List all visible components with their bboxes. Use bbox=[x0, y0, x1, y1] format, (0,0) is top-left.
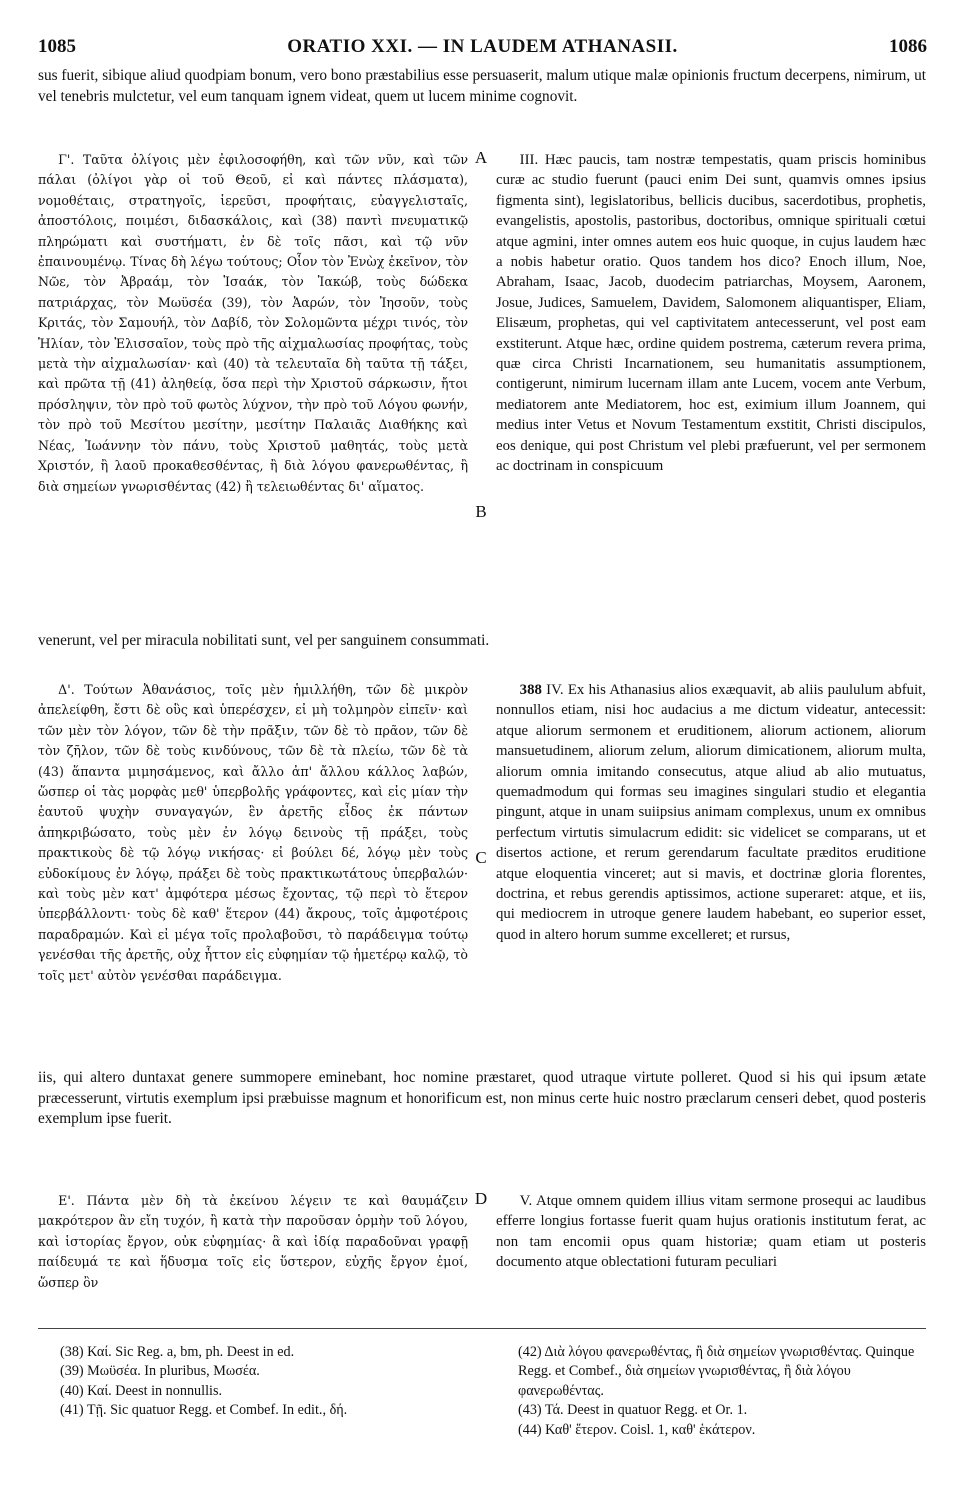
latin-text-section-5: V. Atque omnem quidem illius vitam sermone prosequi ac laudibus efferre longius fortasse fuerit quam hujus orationis institutum ferat, ac non tam encomii opus quam historiæ; quam etiam ut posteris documento atque oblectationi futuram peculiari bbox=[496, 1193, 926, 1271]
greek-text-section-3: Γ'. Ταῦτα ὀλίγοις μὲν ἐφιλοσοφήθη, καὶ τῶν νῦν, καὶ τῶν πάλαι (ὀλίγοι γὰρ οἱ τοῦ Θεοῦ, εἰ καὶ πάντες πλάσματα), νομοθέταις, στρατηγοῖς, ἱερεῦσι, προφήταις, εὐαγγελισταῖς, ἀποστόλοις, ποιμέσι, διδασκάλοις, καὶ (38) παντὶ πνευματικῷ πληρώματι καὶ συστήματι, ἐν δὲ τοῖς πᾶσι, καὶ τῷ νῦν ἐπαινουμένῳ. Τίνας δὴ λέγω τούτους; Οἷον τὸν Ἐνὼχ ἐκεῖνον, τὸν Νῶε, τὸν Ἀβραάμ, τὸν Ἰσαάκ, τὸν Ἰακώβ, τοὺς δώδεκα πατριάρχας, τὸν Μωϋσέα (39), τὸν Ἀαρών, τὸν Ἰησοῦν, τοὺς Κριτάς, τὸν Σαμουήλ, τὸν Δαβίδ, τὸν Σολομῶντα μέχρι τινός, τὸν Ἠλίαν, τὸν Ἐλισσαῖον, τοὺς πρὸ τῆς αἰχμαλωσίας προφήτας, τοὺς μετὰ τὴν αἰχμαλωσίαν· καὶ (40) τὰ τελευταῖα δὴ ταῦτα τῇ τάξει, καὶ πρῶτα τῇ (41) ἀληθείᾳ, ὅσα περὶ τὴν Χριστοῦ σάρκωσιν, ἤτοι πρόσληψιν, τὸν πρὸ τοῦ φωτὸς λύχνον, τὴν πρὸ τοῦ Λόγου φωνήν, τὸν πρὸ τοῦ Μεσίτου μεσίτην, μεσίτην Παλαιᾶς Διαθήκης καὶ Νέας, Ἰωάννην τὸν πάνυ, τοὺς Χριστοῦ μαθητάς, τοὺς μετὰ Χριστόν, ἢ λαοῦ προκαθεσθέντας, ἢ διὰ λόγου φανερωθέντας, ἢ διὰ σημείων γνωρισθέντας (42) ἢ τελειωθέντας δι' αἵματος. bbox=[38, 152, 468, 494]
footnote-40: (40) Καί. Deest in nonnullis. bbox=[60, 1382, 223, 1399]
latin-column-section-3 bbox=[496, 150, 926, 626]
footnote-42: (42) Διὰ λόγου φανερωθέντας, ἢ διὰ σημείων γνωρισθέντας. Quinque Regg. et Combef., διὰ σημείων γνωρισθέντας, ἢ διὰ λόγου φανερωθέντας. bbox=[518, 1344, 915, 1399]
greek-text-section-4: Δ'. Τούτων Ἀθανάσιος, τοῖς μὲν ἡμιλλήθη, τῶν δὲ μικρὸν ἀπελείφθη, ἔστι δὲ οὓς καὶ ὑπερέσχεν, εἰ μὴ τολμηρὸν εἰπεῖν· καὶ τῶν μὲν τὸν λόγον, τῶν δὲ τὴν πρᾶξιν, τῶν δὲ τὸ πρᾶον, τῶν δὲ τὸν ζῆλον, τῶν δὲ τοὺς κινδύνους, τῶν δὲ τὰ πλείω, τῶν δὲ τὰ (43) ἅπαντα μιμησάμενος, καὶ ἄλλο ἀπ' ἄλλου κάλλος λαβών, ὥσπερ οἱ τὰς μορφὰς μεθ' ὑπερβολῆς γράφοντες, καὶ εἰς μίαν τὴν ἑαυτοῦ ψυχὴν συναγαγών, ἓν ἀρετῆς εἶδος ἐκ πάντων ἀπηκριβώσατο, τοὺς μὲν ἐν λόγῳ δεινοὺς τῇ πράξει, τοὺς πρακτικοὺς δὲ τῷ λόγῳ νικήσας· εἰ βούλει δέ, λόγῳ μὲν τοὺς εὐδοκίμους ἐν λόγῳ, πράξει δὲ τοὺς πρακτικωτάτους ὑπερβαλών· καὶ τοὺς μὲν κατ' ἀμφότερα μέσως ἔχοντας, τῷ περὶ τὸ ἕτερον ὑπερβάλλοντι· τοὺς δὲ καθ' ἕτερον (44) ἄκρους, τοῖς ἀμφοτέροις παραδραμών. Καὶ εἰ μέγα τοῖς προλαβοῦσι, τὸ παράδειγμα τούτῳ γενέσθαι τῆς ἀρετῆς, οὐχ ἧττον εἰς εὐφημίαν τῷ ἡμετέρῳ καλῷ, τὸ τοῖς μετ' αὐτὸν γενέσθαι παράδειγμα. bbox=[38, 682, 468, 983]
greek-column-section-5 bbox=[38, 1191, 468, 1303]
continuation-paragraph-1: venerunt, vel per miracula nobilitati sunt, vel per sanguinem consummati. bbox=[38, 632, 490, 649]
footnotes-right bbox=[518, 1343, 926, 1440]
latin-text-section-4 bbox=[496, 680, 926, 945]
footnote-44: (44) Καθ' ἕτερον. Coisl. 1, καθ' ἑκάτερον. bbox=[518, 1421, 756, 1438]
footnote-43: (43) Τά. Deest in quatuor Regg. et Or. 1. bbox=[518, 1402, 748, 1419]
latin-column-section-5 bbox=[496, 1191, 926, 1303]
footnotes-left bbox=[60, 1343, 460, 1421]
footnote-divider bbox=[38, 1328, 926, 1329]
column-number-388: 388 bbox=[519, 682, 542, 698]
intro-paragraph: sus fuerit, sibique aliud quodpiam bonum, vero bono præstabilius esse persuaserit, malum utique malæ opinionis fructum decerpens, nimirum, ut vel tenebris mulctetur, vel eum tanquam ignem videat, quem ut lucem minime cognovit. bbox=[38, 67, 926, 105]
continuation-paragraph-2: iis, qui altero duntaxat genere summopere eminebant, hoc nomine præstaret, quod utraque virtute polleret. Quod si his qui ipsum ætate præcesserunt, virtutis exemplum ipsi præbuisse magnum et honorificum est, non minus certe huic nostro præclarum censeri debet, quod posteris exemplum ipse fuerit. bbox=[38, 1069, 926, 1128]
page-header bbox=[38, 36, 927, 64]
greek-text-section-5: Ε'. Πάντα μὲν δὴ τὰ ἐκείνου λέγειν τε καὶ θαυμάζειν μακρότερον ἂν εἴη τυχόν, ἢ κατὰ τὴν παροῦσαν ὁρμὴν τοῦ λόγου, καὶ ἱστορίας ἔργον, οὐκ εὐφημίας· ἃ καὶ ἰδίᾳ παραδοῦναι γραφῇ παίδευμά τε καὶ ἥδυσμα τοῖς εἰς ὕστερον, εὐχῆς ἔργον ἐμοί, ὥσπερ ὂν bbox=[38, 1193, 468, 1290]
greek-column-section-4 bbox=[38, 680, 468, 1064]
latin-text-section-4-body: IV. Ex his Athanasius alios exæquavit, ab aliis paululum abfuit, nonnullos etiam, nisi hoc audacius a me dictum videatur, antecessit: atque aliorum sermonem et eruditionem, aliorum actionem, aliorum mansuetudinem, aliorum zelum, aliorum dimicationem, aliorum multa, aliorum omnia imitando consecutus, atque aliud ab alio mutuatus, quemadmodum qui formas seu imagines singulari studio et elegantia pingunt, atque in unam suiipsius animam complexus, unum ex omnibus perfectum virtutis simulacrum edidit: sic videlicet se comparans, ut et disertos actione, et rerum gerendarum facultate præditos eruditione atque eloquentia vinceret; aut si mavis, et doctrinæ gloria florentes, doctrina, et rebus gerendis aptissimos, actione superaret: atque, et iis, qui mediocrem in utroque genere laudem habebant, eo superior esset, quod in altero horum summe excelleret; et rursus, bbox=[496, 682, 926, 943]
margin-letter-a: A bbox=[474, 148, 488, 167]
page-number-right: 1086 bbox=[889, 36, 927, 57]
margin-letter-d: D bbox=[474, 1189, 488, 1208]
margin-letter-c: C bbox=[475, 848, 487, 867]
footnote-41: (41) Τῇ. Sic quatuor Regg. et Combef. In edit., δή. bbox=[60, 1402, 348, 1419]
greek-column-section-3 bbox=[38, 150, 468, 626]
margin-letter-b: B bbox=[475, 502, 487, 521]
page-number-left: 1085 bbox=[38, 36, 76, 57]
footnote-39: (39) Μωϋσέα. In pluribus, Μωσέα. bbox=[60, 1363, 260, 1380]
footnote-38: (38) Καί. Sic Reg. a, bm, ph. Deest in ed. bbox=[60, 1344, 295, 1360]
running-title: ORATIO XXI. — IN LAUDEM ATHANASII. bbox=[287, 36, 678, 57]
latin-text-section-3: III. Hæc paucis, tam nostræ tempestatis, quam priscis hominibus curæ ac studio fuerunt (pauci enim Dei sunt, quamvis omnes ipsius figmenta sint), legislatoribus, bellicis ducibus, sacerdotibus, prophetis, evangelistis, apostolis, pastoribus, doctoribus, omnique spirituali cœtui atque agmini, inter omnes autem eos huic quoque, in cujus laudem hæc a nobis habetur oratio. Quos tandem hos dico? Enoch illum, Noe, Abraham, Isaac, Jacob, duodecim patriarchas, Moysem, Aaronem, Josue, Judices, Samuelem, Davidem, Salomonem aliquantisper, Eliam, Elisæum, prophetas, qui vel captivitatem antecesserunt, vel post eam exstiterunt. Atque hæc, ordine quidem postrema, cæterum revera prima, quæ circa Christi Incarnationem, seu humanitatis assumptionem, contigerunt, nimirum lucernam illam ante Lucem, vocem ante Verbum, mediatorem ante Mediatorem, hoc est, eximium illum Joannem, qui medius inter Vetus et Novum Testamentum exstitit, Christi discipulos, eos denique, qui post Christum vel plebi præfuerunt, vel per sermonem ac doctrinam in conspicuum bbox=[496, 152, 926, 475]
latin-column-section-4 bbox=[496, 680, 926, 1064]
